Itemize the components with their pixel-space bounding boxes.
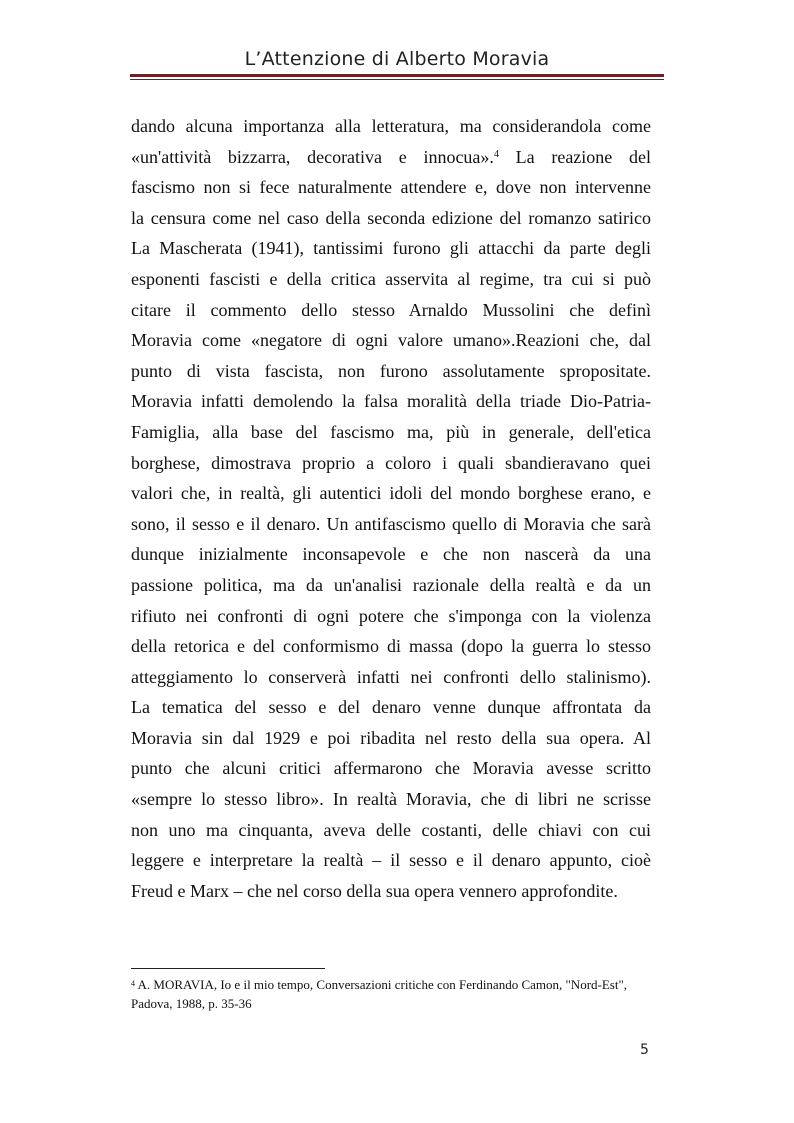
body-line: atteggiamento lo conserverà infatti nei confronti dello stalinismo). (131, 666, 651, 687)
body-line: Moravia infatti demolendo la falsa moralità della triade Dio-Patria- (131, 391, 651, 412)
body-line: «sempre lo stesso libro». In realtà Moravia, che di libri ne scrisse (131, 789, 651, 810)
footnote-reference[interactable]: 4 (493, 148, 499, 160)
body-line-text: «un'attività bizzarra, decorativa e innocua». (131, 146, 494, 167)
body-line: valori che, in realtà, gli autentici idoli del mondo borghese erano, e (131, 483, 651, 504)
body-line: Moravia come «negatore di ogni valore umano».Reazioni che, dal (131, 330, 651, 351)
footnote-marker: 4 (131, 979, 135, 988)
body-line: passione politica, ma da un'analisi razionale della realtà e da un (131, 574, 651, 595)
footnote (131, 975, 651, 1013)
body-line: citare il commento dello stesso Arnaldo Mussolini che definì (131, 299, 651, 320)
body-line: della retorica e del conformismo di massa (dopo la guerra lo stesso (131, 636, 651, 657)
header-rule-thick (130, 74, 664, 77)
body-line: dunque inizialmente inconsapevole e che non nascerà da una (131, 544, 651, 565)
body-line: fascismo non si fece naturalmente attendere e, dove non intervenne (131, 177, 651, 198)
body-line: esponenti fascisti e della critica asservita al regime, tra cui si può (131, 268, 651, 289)
body-line: punto che alcuni critici affermarono che Moravia avesse scritto (131, 758, 651, 779)
body-line (131, 142, 651, 173)
body-line-text: La reazione del (498, 146, 651, 167)
body-line: rifiuto nei confronti di ogni potere che s'imponga con la violenza (131, 605, 651, 626)
footnote-separator (131, 968, 325, 969)
body-line: borghese, dimostrava proprio a coloro i quali sbandieravano quei (131, 452, 651, 473)
running-header-title: L’Attenzione di Alberto Moravia (244, 48, 550, 70)
header-rule-thin (130, 79, 664, 80)
page-number: 5 (640, 1042, 649, 1058)
body-line: dando alcuna importanza alla letteratura, ma considerandola come (131, 116, 651, 136)
body-line: leggere e interpretare la realtà – il sesso e il denaro appunto, cioè (131, 850, 651, 871)
body-line: sono, il sesso e il denaro. Un antifascismo quello di Moravia che sarà (131, 513, 651, 534)
body-text (131, 111, 651, 906)
body-line: La Mascherata (1941), tantissimi furono gli attacchi da parte degli (131, 238, 651, 259)
footnote-text: A. MORAVIA, Io e il mio tempo, Conversazioni critiche con Ferdinando Camon, "Nord-Est", (135, 977, 628, 992)
body-line: la censura come nel caso della seconda edizione del romanzo satirico (131, 207, 651, 228)
footnote-line (131, 975, 651, 994)
body-line: Moravia sin dal 1929 e poi ribadita nel resto della sua opera. Al (131, 727, 651, 748)
body-line: Famiglia, alla base del fascismo ma, più in generale, dell'etica (131, 421, 651, 442)
footnote-line: Padova, 1988, p. 35-36 (131, 996, 252, 1011)
body-line: Freud e Marx – che nel corso della sua opera vennero approfondite. (131, 880, 618, 901)
body-line: punto di vista fascista, non furono assolutamente spropositate. (131, 360, 651, 381)
body-line: non uno ma cinquanta, aveva delle costanti, delle chiavi con cui (131, 819, 651, 840)
body-line: La tematica del sesso e del denaro venne dunque affrontata da (131, 697, 651, 718)
